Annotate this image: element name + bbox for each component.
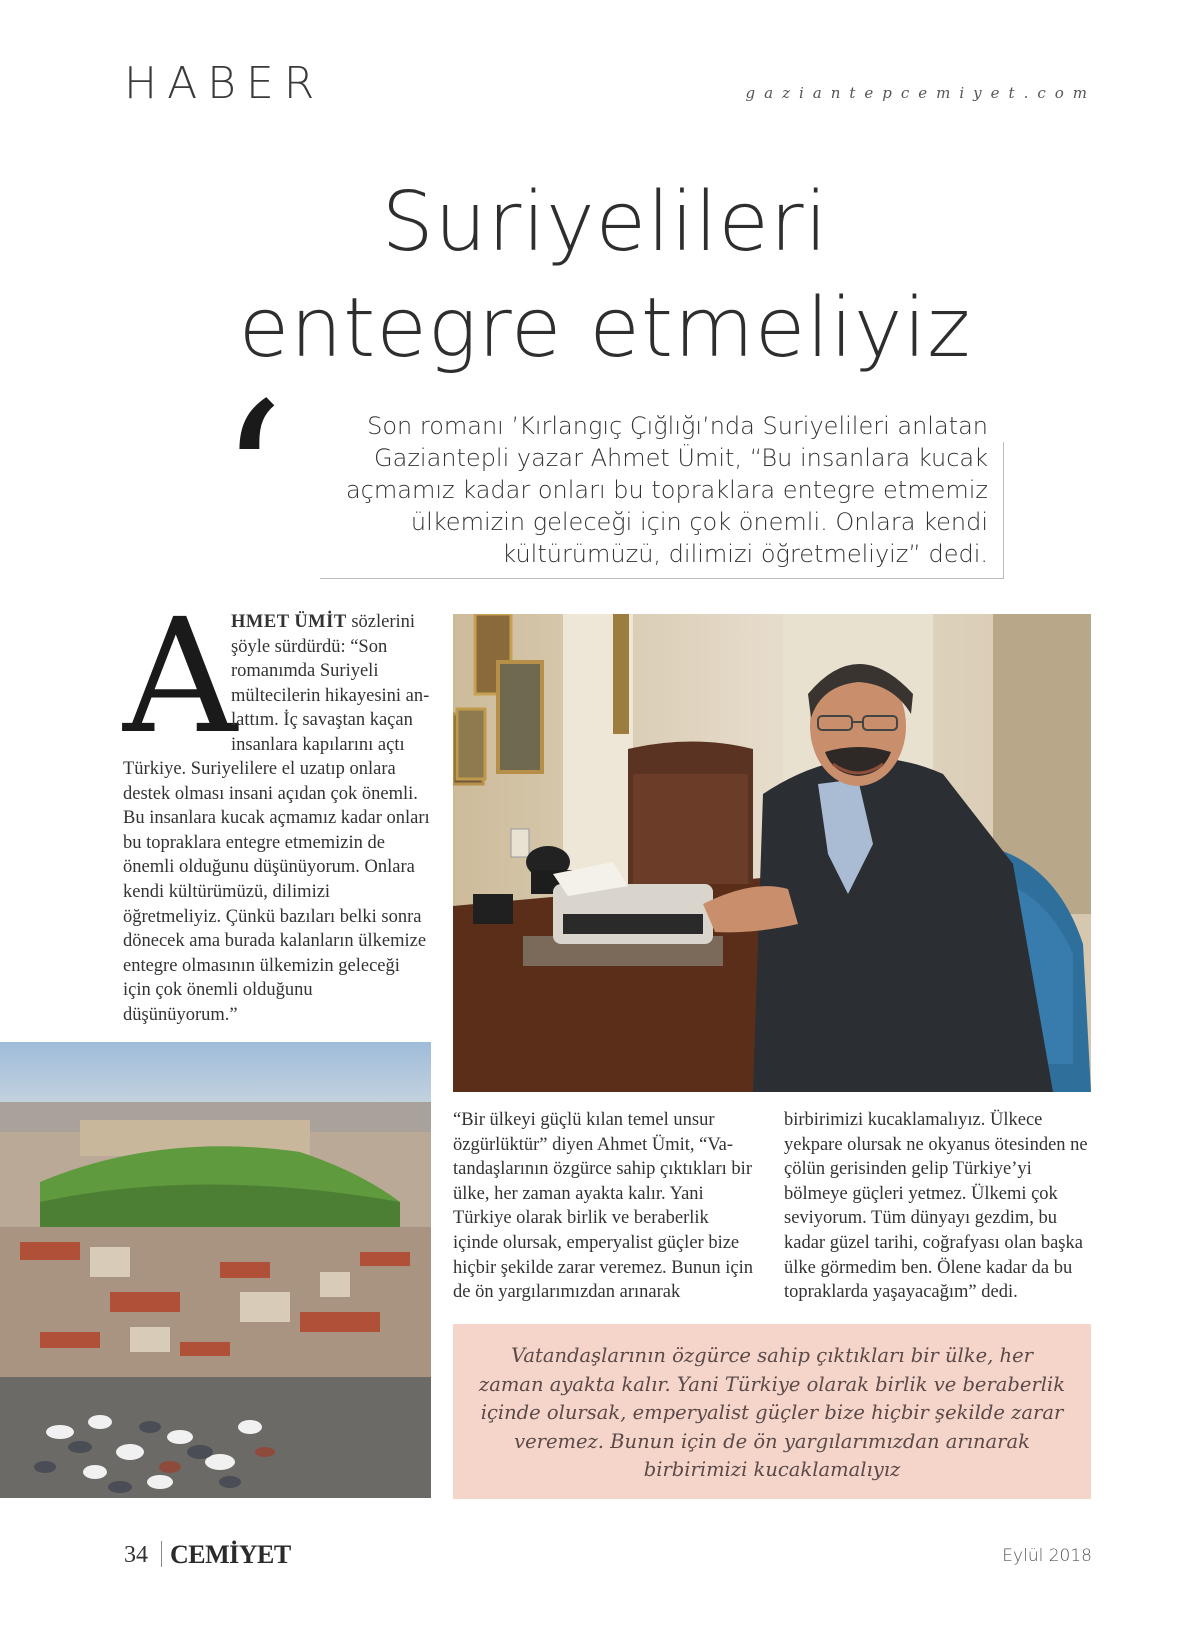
article-title-line-2: entegre etmeliyiz [238, 281, 972, 376]
folio-divider [161, 1541, 162, 1567]
body-column-middle: “Bir ülkeyi güçlü kılan temel unsur özgürlüktür” diyen Ahmet Ümit, “Vatandaşlarının özgürce sahip çıktıkları bir ülke, her zaman ayakta kalır. Yani Türkiye olarak birlik ve beraberlik içinde olursak, emperyalist güçler bize hiçbir şekilde zarar veremez. Bunun için de ön yargılarımızdan arınarak [453, 1110, 753, 1303]
author-photo [453, 614, 1091, 1092]
intro-paragraph-bottom: Türkiye. Suriyelilere el uzatıp onlara destek olması insani açıdan çok önemli. Bu insanlara kucak açmamız kadar onları bu topraklara entegre etmemizin de önemli olduğunu düşünüyorum. Onlara kendi kültürümüzü, dilimizi öğretmeliyiz. Çünkü bazıları belki sonra dönecek ama burada kalanların ülkemize entegre olmasının ülkemizin geleceği için çok önemli olduğunu düşünüyorum.” [123, 759, 430, 1025]
section-label: HABER [124, 58, 325, 109]
drop-cap: A [123, 585, 238, 769]
city-photo-illustration [0, 1042, 431, 1498]
author-name: HMET ÜMİT [231, 612, 347, 632]
pull-quote: Vatandaşlarının özgürce sahip çıktıkları bir ülke, her zaman ayakta kalır. Yani Türkiye olarak birlik ve beraberlik içinde olursak, emperyalist güçler bize hiçbir şekilde zarar veremez. Bunun için de ön yargılarımızdan arınarak birbirimizi kucaklamalıyız [478, 1344, 1066, 1481]
quote-mark-icon: ‘ [218, 358, 285, 603]
body-column-right: birbirimizi kucaklamalıyız. Ülkece yekpare olursak ne okyanus ötesinden ne çölün gerisinden gelip Türkiye’yi bölmeye güçleri yetmez. Ülkemi çok seviyorum. Tüm dünyayı gezdim, bu kadar güzel tarihi, coğrafyası olan başka ülke görmedim ben. Ölene kadar da bu topraklarda yaşayacağım” dedi. [784, 1110, 1088, 1303]
article-lead: Son romanı ’Kırlangıç Çığlığı’nda Suriyelileri anlatan Gaziantepli yazar Ahmet Ümit, “Bu insanlara kucak açmamız kadar onları bu topraklara entegre etmemiz ülkemizin geleceği için çok önemli. Onlara kendi kültürümüzü, dilimizi öğretmeliyiz” dedi. [345, 412, 988, 568]
site-url[interactable]: gaziantepcemiyet.com [745, 84, 1096, 102]
magazine-logo: CEMİYET [170, 1540, 291, 1569]
issue-date: Eylül 2018 [1002, 1546, 1092, 1566]
article-title-line-1: Suriyelileri [381, 175, 829, 270]
intro-text-top: sözlerini şöyle sürdürdü: “Son romanımda Suriyeli mültecilerin hikayesini anlattım. İç savaştan kaçan insanlara kapılarını açtı [231, 612, 430, 755]
city-photo [0, 1042, 431, 1498]
article-title [0, 170, 1200, 382]
author-photo-illustration [453, 614, 1091, 1092]
intro-paragraph-top [231, 610, 431, 758]
page-number: 34 [124, 1542, 148, 1568]
